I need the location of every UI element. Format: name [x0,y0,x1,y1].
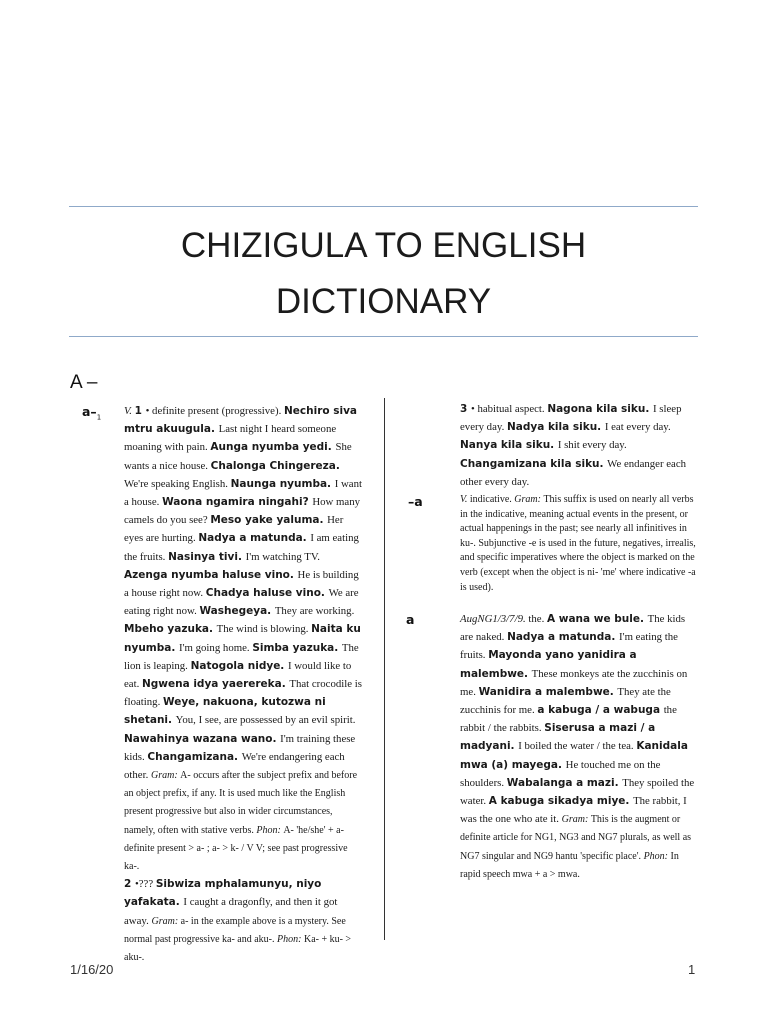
definition: indicative. [469,494,515,505]
example-chizigula: Wabalanga a mazi. [506,776,623,789]
example-chizigula: Chadya haluse vino. [205,587,329,600]
example-english: I eat every day. [604,421,671,434]
example-english: We're speaking English. [124,477,231,490]
example-english: Her eyes are hurting. [124,514,344,545]
example-chizigula: Changamizana kila siku. [460,457,608,470]
example-english: She wants a nice house. [124,441,352,472]
sense-number: 3 [460,403,471,415]
title-line-2: DICTIONARY [275,282,492,321]
example-english: I'm watching TV. [245,550,321,563]
example-chizigula: Mayonda yano yanidira a malembwe. [460,649,637,680]
example-english: He is building a house right now. [124,568,359,600]
example-english: They spoiled the water. [460,776,695,808]
phonology-label: Phon: [643,850,671,862]
phonology-text: Ka- + ku- > aku-. [124,933,352,964]
example-chizigula: Chalonga Chingereza. [210,459,340,472]
grammar-label: Gram: [561,814,591,826]
example-english: I'm eating the fruits. [460,631,678,662]
grammar-text: a- in the example above is a mystery. See normal past progressive ka- and aku-. [124,915,346,945]
grammar-note [124,916,351,963]
example-english: You, I see, are possessed by an evil spirit. [175,714,356,727]
grammar-text: A- occurs after the subject prefix and before an object prefix, if any. It is used much like the English present progressive but also in wider circumstances, namely, often with stative verbs. [124,770,358,836]
example-chizigula: Nanya kila siku. [460,439,558,452]
sense-number: 1 [134,405,146,417]
example-english: That crocodile is floating. [124,678,362,709]
footer-date: 1/16/20 [70,962,114,977]
example-english: The rabbit, I was the one who ate it. [460,795,687,826]
phonology-label: Phon: [277,933,304,945]
title-line-1: CHIZIGULA TO ENGLISH [180,226,587,265]
example-chizigula: Weye, nakuona, kutozwa ni shetani. [124,696,326,727]
example-english: I shit every day. [557,439,627,452]
example-chizigula: Nechiro siva mtru akuugula. [124,405,358,436]
example-english: I caught a dragonfly, and then it got away. [124,896,338,927]
example-english: We endanger each other every day. [460,457,687,488]
grammar-note [124,770,357,872]
example-chizigula: Nadya a matunda. [507,631,620,644]
grammar-text: This is the augment or definite article for NG1, NG3 and NG7 plurals, as well as NG7 singular and NG9 hantu 'specific place'. [460,814,692,862]
phonology-text: In rapid speech mwa + a > mwa. [460,850,679,880]
phonology-text: A- 'he/she' + a- definite present > a- ; a- > k- / V V; see past progressive ka-. [124,824,348,873]
example-chizigula: Naunga nyumba. [230,477,335,490]
example-chizigula: Mbeho yazuka. [124,623,217,636]
example-english: I boiled the water / the tea. [518,740,637,753]
example-chizigula: Nagona kila siku. [547,403,654,415]
example-english: How many camels do you see? [124,496,361,527]
column-divider [384,398,385,940]
example-chizigula: Ngwena idya yaerereka. [141,678,290,691]
example-chizigula: Nasinya tivi. [168,550,246,563]
example-chizigula: Washegeya. [199,605,275,618]
example-english: Last night I heard someone moaning with pain. [124,423,337,454]
title-rule-top [69,206,698,207]
definition: •??? [134,878,156,891]
example-english: They are working. [274,605,355,618]
example-english: These monkeys ate the zucchinis on me. [460,667,688,698]
example-chizigula: Nadya kila siku. [506,421,605,434]
example-chizigula: Naita ku nyumba. [124,623,361,654]
definition: the. [528,613,547,625]
entry-a-sense-3 [460,400,698,491]
definition: • definite present (progressive). [145,405,284,417]
sense-number: 2 [124,878,135,891]
example-chizigula: Siserusa a mazi / a madyani. [460,722,656,753]
example-chizigula: Sibwiza mphalamunyu, niyo yafakata. [124,878,322,909]
grammar-label: Gram: [151,770,181,782]
example-chizigula: Azenga nyumba haluse vino. [124,568,298,581]
example-chizigula: Meso yake yaluma. [210,514,328,527]
headword-a-article: a [406,612,415,627]
example-chizigula: Nadya a matunda. [198,532,311,545]
document-title [69,218,698,330]
grammar-label: Gram: [151,915,181,927]
example-english: We're endangering each other. [124,750,345,782]
example-english: The wind is blowing. [216,623,312,636]
title-rule-bottom [69,336,698,337]
part-of-speech: V. [460,494,470,505]
grammar-label: Gram: [514,494,544,505]
headword-a-prefix: $a-_1$ [82,404,102,422]
example-chizigula: Waona ngamira ningahi? [162,496,313,509]
entry-a-article [460,610,698,883]
example-english: I want a house. [124,477,362,509]
example-chizigula: Nawahinya wazana wano. [124,732,281,745]
grammar-text: This suffix is used on nearly all verbs in the indicative, meaning actual events in the present, or actual happenings in the past; see nearly all infinitives in ku-. Subjunctive -e is used in the future, negatives, irrealis, and specific imperatives where the object is marked on the verb (except when the object is ni- 'me' where indicative -a is used). [460,494,696,593]
phonology-label: Phon: [256,824,284,836]
example-chizigula: Wanidira a malembwe. [478,685,618,698]
example-english: The kids are naked. [460,613,686,644]
example-english: The lion is leaping. [124,641,359,672]
part-of-speech: AugNG1/3/7/9. [460,613,529,625]
example-chizigula: a kabuga / a wabuga [537,704,664,717]
example-chizigula: A kabuga sikadya miye. [488,795,634,808]
example-english: He touched me on the shoulders. [460,758,661,789]
entry-a-suffix [460,492,698,594]
example-chizigula: Changamizana. [147,750,242,763]
example-english: I'm going home. [178,641,253,654]
example-chizigula: Aunga nyumba yedi. [210,441,336,454]
definition: • habitual aspect. [470,403,548,415]
example-english: I would like to eat. [124,659,352,691]
example-english: the rabbit / the rabbits. [460,704,677,735]
example-english: I am eating the fruits. [124,532,359,563]
example-chizigula: Kanidala mwa (a) mayega. [460,740,688,771]
example-english: We are eating right now. [124,587,359,618]
example-chizigula: A wana we bule. [546,613,648,625]
example-english: I'm training these kids. [124,732,356,763]
section-heading: A – [70,372,98,393]
example-english: They ate the zucchinis for me. [460,685,671,717]
part-of-speech: V. [124,405,135,417]
suffix-definition [460,494,696,593]
footer-page-number: 1 [688,962,696,977]
example-chizigula: Simba yazuka. [252,641,342,654]
entry-a-prefix [124,402,364,966]
headword-a-suffix: –a [408,494,423,509]
example-english: I sleep every day. [460,403,682,434]
example-chizigula: Natogola nidye. [190,659,288,672]
